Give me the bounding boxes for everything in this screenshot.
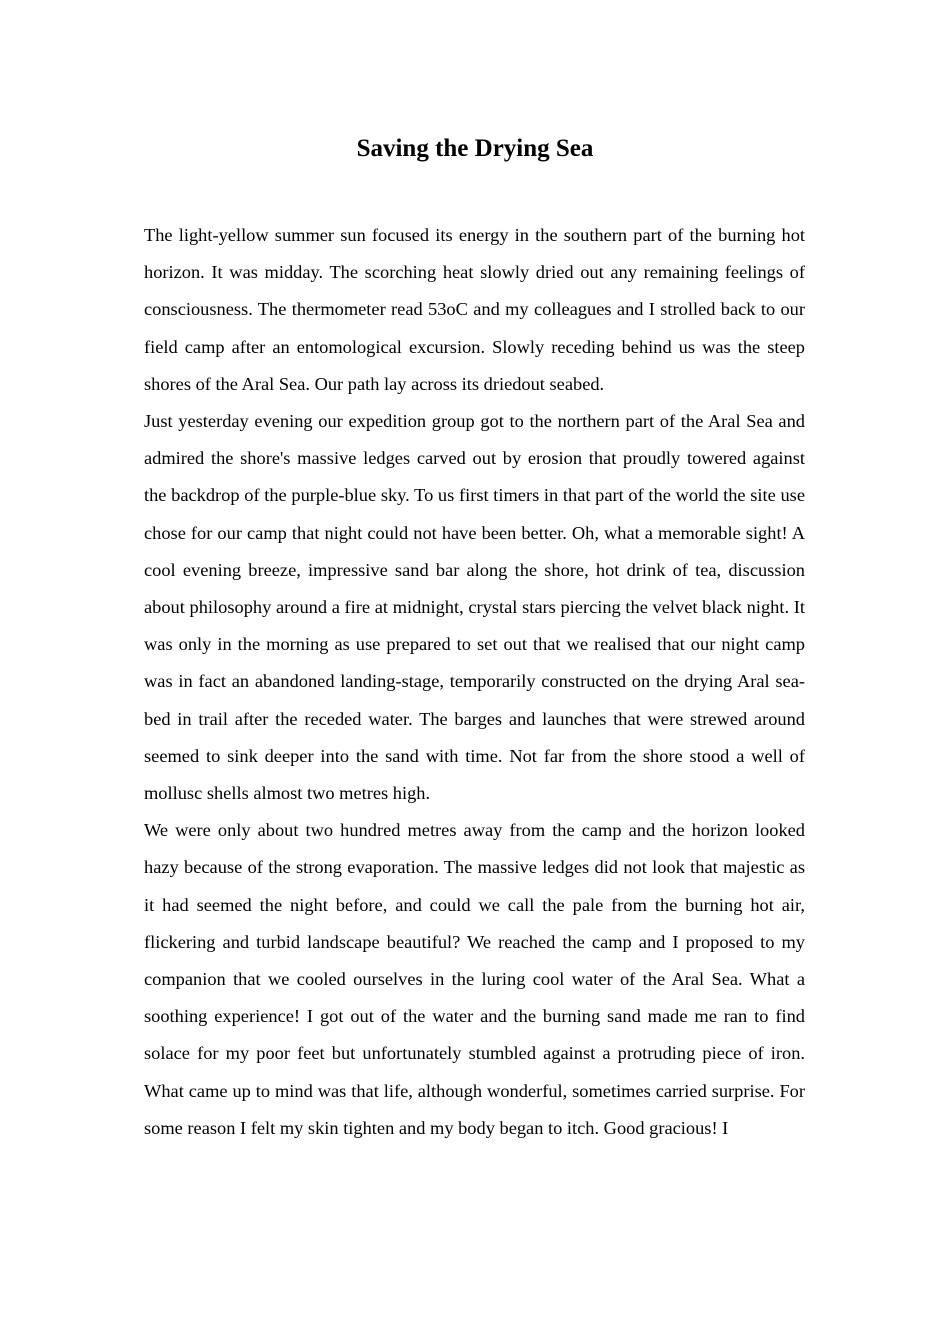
document-body xyxy=(144,217,805,1147)
paragraph-1: The light-yellow summer sun focused its energy in the southern part of the burning hot horizon. It was midday. The scorching heat slowly dried out any remaining feelings of consciousness. The thermometer read 53oC and my colleagues and I strolled back to our field camp after an entomological excursion. Slowly receding behind us was the steep shores of the Aral Sea. Our path lay across its driedout seabed. xyxy=(144,225,805,394)
paragraph-2: Just yesterday evening our expedition group got to the northern part of the Aral Sea and admired the shore's massive ledges carved out by erosion that proudly towered against the backdrop of the purple-blue sky. To us first timers in that part of the world the site use chose for our camp that night could not have been better. Oh, what a memorable sight! A cool evening breeze, impressive sand bar along the shore, hot drink of tea, discussion about philosophy around a fire at midnight, crystal stars piercing the velvet black night. It was only in the morning as use prepared to set out that we realised that our night camp was in fact an abandoned landing-stage, temporarily constructed on the drying Aral sea-bed in trail after the receded water. The barges and launches that were strewed around seemed to sink deeper into the sand with time. Not far from the shore stood a well of mollusc shells almost two metres high. xyxy=(144,411,805,804)
document-title: Saving the Drying Sea xyxy=(356,135,594,162)
paragraph-3: We were only about two hundred metres away from the camp and the horizon looked hazy because of the strong evaporation. The massive ledges did not look that majestic as it had seemed the night before, and could we call the pale from the burning hot air, flickering and turbid landscape beautiful? We reached the camp and I proposed to my companion that we cooled ourselves in the luring cool water of the Aral Sea. What a soothing experience! I got out of the water and the burning sand made me ran to find solace for my poor feet but unfortunately stumbled against a protruding piece of iron. What came up to mind was that life, although wonderful, sometimes carried surprise. For some reason I felt my skin tighten and my body began to itch. Good gracious! I xyxy=(144,820,805,1138)
